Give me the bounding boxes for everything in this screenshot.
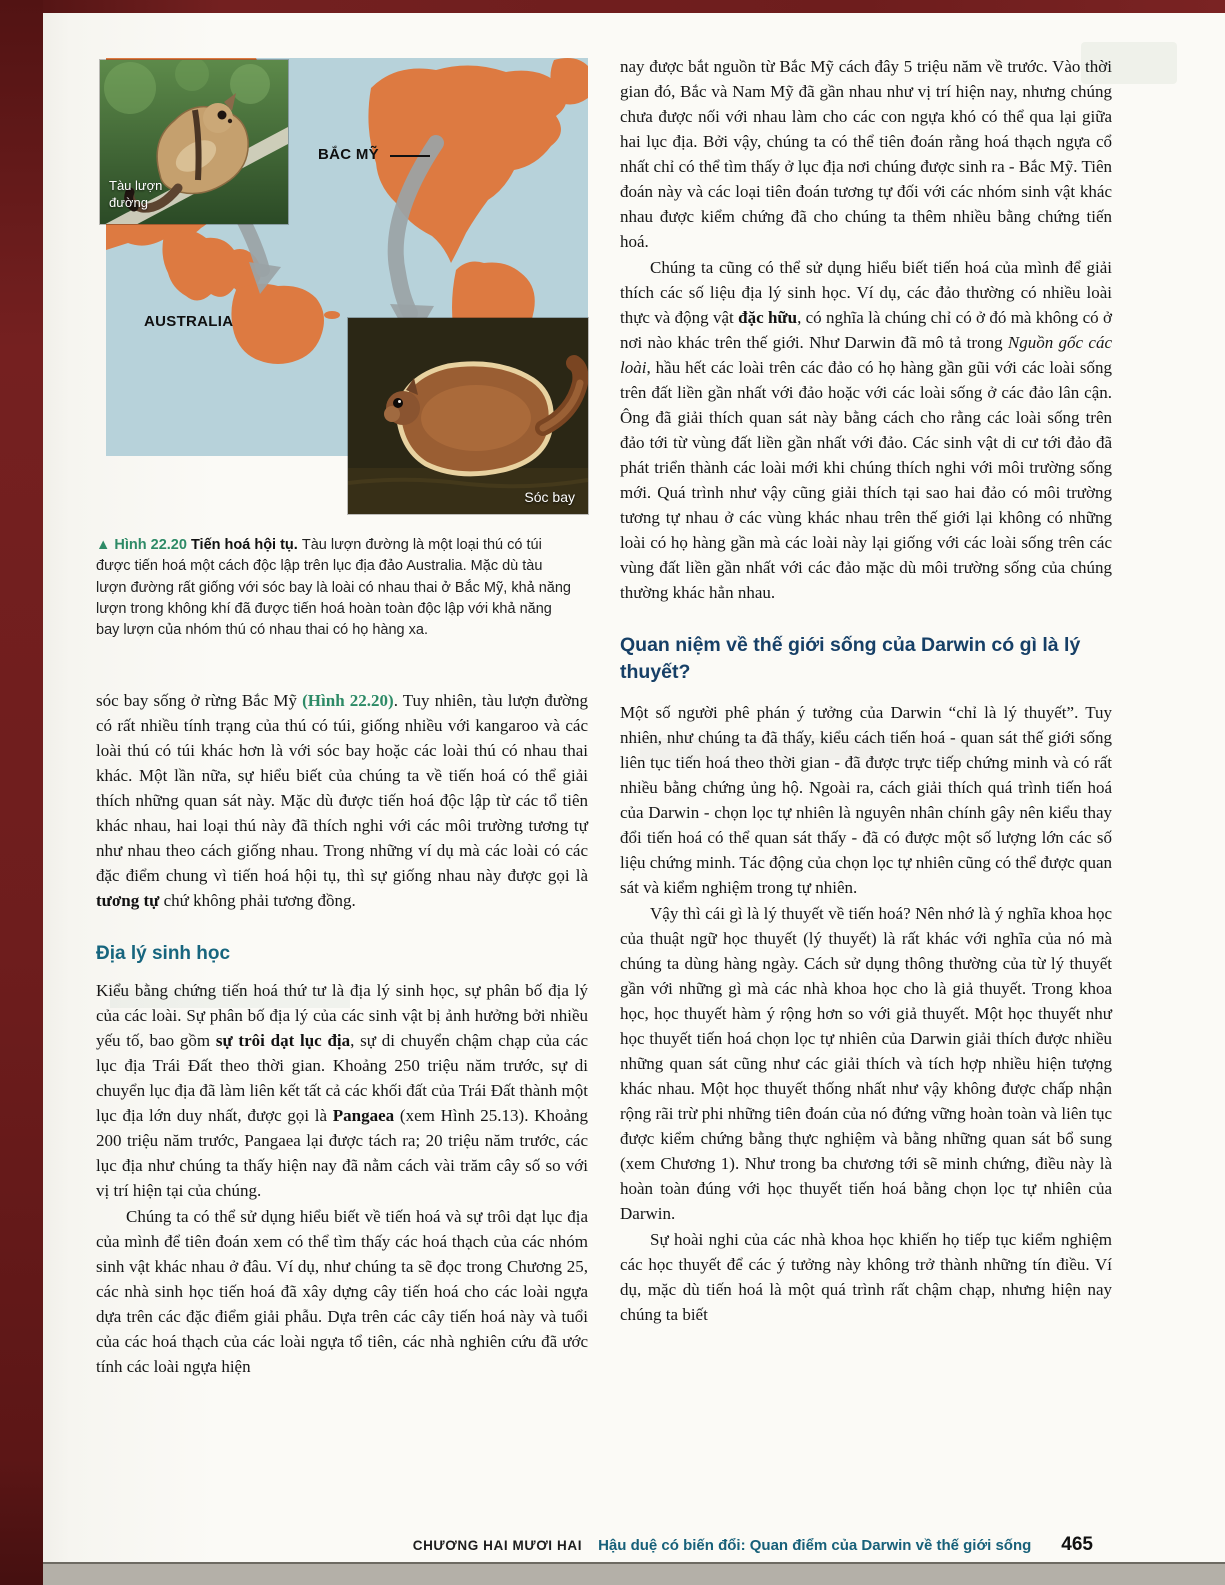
flying-squirrel-label: Sóc bay (524, 489, 575, 505)
scan-edge-bottom (43, 1562, 1225, 1585)
flying-squirrel-photo (348, 318, 588, 514)
paragraph-text: , sự di chuyển chậm chạp của các lục địa Trái Đất theo thời gian. Khoảng 250 triệu năm trước, sự di chuyển lục địa đã làm liên kết tất cả các khối đất của Trái Đất thành một lục địa lớn duy nhất, được gọi là (96, 1030, 589, 1125)
chapter-label: CHƯƠNG HAI MƯƠI HAI (412, 1537, 583, 1553)
flying-squirrel-illustration (348, 318, 588, 514)
indonesia-island (324, 311, 340, 319)
paragraph-text: Kiểu bằng chứng tiến hoá thứ tư là địa lý sinh học, sự phân bố địa lý của các loài. Sự phân bố địa lý của các sinh vật bị ảnh hưởng bởi nhiều yếu tố, bao gồm (96, 980, 588, 1050)
figure-title: Tiến hoá hội tụ. (186, 537, 302, 553)
scan-edge-top (0, 0, 1225, 13)
section-heading-dia-ly-sinh-hoc: Địa lý sinh học (96, 942, 231, 964)
page-number: 465 (1061, 1534, 1093, 1555)
paragraph-text: Chúng ta cũng có thể sử dụng hiểu biết tiến hoá của mình để giải thích các số liệu địa lý sinh học. Ví dụ, các đảo thường có nhiều loài thực và động vật (620, 258, 1112, 327)
figure-caption-text: Tàu lượn đường là một loại thú có túi được tiến hoá một cách độc lập trên lục địa đảo Australia. Mặc dù tàu lượn đường rất giống với sóc bay là loài có nhau thai ở Bắc Mỹ, khả năng lượn trong không khí đã được tiến hoá hoàn toàn độc lập với khả năng bay lượn của nhóm thú có nhau thai có họ hàng xa. (96, 537, 571, 639)
paragraph-text: , có nghĩa là chúng chỉ có ở đó mà không có ở nơi nào khác trên thế giới. Như Darwin đã mô tả trong (620, 308, 1112, 352)
paragraph-text: chứ không phải tương đồng. (159, 890, 356, 910)
scan-edge-left (0, 0, 43, 1585)
sugar-glider-photo (100, 60, 288, 224)
paragraph-text: sóc bay sống ở rừng Bắc Mỹ (96, 690, 303, 710)
body-paragraph: Chúng ta có thể sử dụng hiểu biết về tiến hoá và sự trôi dạt lục địa của mình để tiên đoán xem có thể tìm thấy các hoá thạch của các nhóm sinh vật khác nhau ở đâu. Ví dụ, như chúng ta sẽ đọc trong Chương 25, các nhà sinh học tiến hoá đã xây dựng cây tiến hoá cho các loài ngựa dựa trên các đặc điểm giải phẫu. Dựa trên các cây tiến hoá này và tuổi của các hoá thạch của các loài ngựa tổ tiên, các nhà nghiên cứu đã ước tính các loài ngựa hiện (96, 1206, 588, 1376)
figure-number: Hình 22.20 (114, 537, 187, 553)
keyword-bold: đặc hữu (738, 308, 798, 327)
caption-triangle-icon: ▲ (96, 537, 115, 553)
sugar-glider-label: Tàu lượn đường (109, 178, 163, 211)
left-column (96, 56, 588, 1379)
australia-landmass (231, 284, 324, 364)
body-paragraph: Một số người phê phán ý tưởng của Darwin “chỉ là lý thuyết”. Tuy nhiên, như chúng ta đã thấy, kiểu cách tiến hoá - quan sát thế giới sống liên tục tiến hoá theo thời gian - đã được trực tiếp chứng minh và có rất nhiều bằng chứng ủng hộ. Ngoài ra, cách giải thích quá trình tiến hoá của Darwin - chọn lọc tự nhiên là nguyên nhân chính gây nên kiểu thay đổi tiến hoá có thể quan sát thấy - đã có được một số lượng lớn các số liệu chứng minh. Tác động của chọn lọc tự nhiên cũng có thể được quan sát và kiểm nghiệm trong tự nhiên. (620, 702, 1112, 897)
body-paragraph: Sự hoài nghi của các nhà khoa học khiến họ tiếp tục kiểm nghiệm các học thuyết để các ý tưởng này không trở thành những tín điều. Ví dụ, mặc dù tiến hoá là một quá trình rất chậm chạp, nhưng hiện nay chúng ta biết (620, 1229, 1112, 1324)
keyword-bold: sự trôi dạt lục địa (215, 1030, 351, 1050)
north-america-pointer-line (390, 155, 430, 157)
paragraph-text: , hầu hết các loài trên các đảo có họ hàng gần gũi với các loài sống trên đất liền gần nhất với đảo hoặc với các loài sống ở các đảo lân cận. Ông đã giải thích quan sát này bằng cách cho rằng các loài sống trên đảo tới từ vùng đất liền gần nhất với đảo. Các sinh vật di cư tới đảo đã phát triển thành các loài mới khi chúng thích nghi với môi trường sống mới. Quá trình như vậy cũng giải thích tại sao hai đảo có môi trường tương tự nhau ở các vùng khác nhau trên thế giới lại không có những loài có họ hàng gần mà các loài này lại giống với các loài sống trên các vùng đất liền gần nhất với các đảo mặc dù môi trường sống của chúng thường khác hẳn nhau. (620, 358, 1112, 602)
north-america-label: BẮC MỸ (318, 146, 379, 163)
figure-caption (96, 535, 574, 642)
body-paragraph: Vậy thì cái gì là lý thuyết về tiến hoá? Nên nhớ là ý nghĩa khoa học của thuật ngữ học thuyết (lý thuyết) là rất khác với nghĩa của nó mà chúng ta dùng hàng ngày. Cách sử dụng thông thường của từ lý thuyết gần với những gì mà các nhà khoa học cho là giả thuyết. Trong khoa học, học thuyết hàm ý rộng hơn so với giả thuyết. Một học thuyết như học thuyết tiến hoá chọn lọc tự nhiên của Darwin giải thích được nhiều những quan sát cũng như các giải thích và tích hợp nhiều hiện tượng khác nhau. Một học thuyết thống nhất như vậy không được chấp nhận rộng rãi trừ phi những tiên đoán của nó đứng vững hoàn toàn và liên tục được kiểm chứng bằng thực nghiệm và bằng những quan sát bổ sung (xem Chương 1). Như trong ba chương tới sẽ minh chứng, điều này là hoàn toàn đúng với học thuyết tiến hoá bằng chọn lọc tự nhiên của Darwin. (620, 903, 1112, 1223)
body-paragraph (620, 255, 1112, 605)
paragraph-text: . Tuy nhiên, tàu lượn đường có rất nhiều tính trạng của thú có túi, giống nhiều với kangaroo và các loài thú có túi khác hơn là với sóc bay hoặc các loài thú có nhau thai khác. Một lần nữa, sự hiểu biết của chúng ta về tiến hoá có thể giải thích những quan sát này. Mặc dù được tiến hoá độc lập từ các tổ tiên khác nhau, hai loại thú này đã thích nghi với các môi trường tương tự như nhau theo cách giống nhau. Trong những ví dụ mà các loài có các đặc điểm chung vì tiến hoá hội tụ, thì sự giống nhau này được gọi là (96, 690, 588, 885)
section-heading-quan-niem: Quan niệm về thế giới sống của Darwin có gì là lý thuyết? (620, 634, 1081, 683)
right-column (620, 54, 1112, 1327)
page-footer (43, 1529, 1225, 1561)
paragraph-text: (xem Hình 25.13). Khoảng 200 triệu năm trước, Pangaea lại được tách ra; 20 triệu năm trước, các lục địa như chúng ta thấy hiện nay đã nằm cách vài trăm cây số so với vị trí hiện tại của chúng. (96, 1105, 588, 1200)
body-paragraph: nay được bắt nguồn từ Bắc Mỹ cách đây 5 triệu năm về trước. Vào thời gian đó, Bắc và Nam Mỹ đã gần nhau như vị trí hiện nay, nhưng chúng chưa được nối với nhau làm cho các con ngựa khó có thể qua lại giữa hai lục địa. Bởi vậy, chúng ta có thể tiên đoán rằng hoá thạch ngựa cổ nhất chỉ có thể tìm thấy ở lục địa nơi chúng được sinh ra - Bắc Mỹ. Tiên đoán này và các loại tiên đoán tương tự đối với các nhóm sinh vật khác nhau được kiểm chứng đã cho chúng ta thêm nhiều bằng chứng tiến hoá. (620, 57, 1112, 251)
chapter-title: Hậu duệ có biến đổi: Quan điểm của Darwin về thế giới sống (598, 1536, 1032, 1554)
figure-22-20 (96, 56, 588, 522)
body-paragraph (96, 688, 588, 913)
body-paragraph (96, 978, 588, 1203)
figure-reference: (Hình 22.20) (302, 690, 394, 710)
book-title-italic: Nguồn gốc các loài (620, 333, 1112, 377)
australia-label: AUSTRALIA (144, 313, 234, 330)
keyword-bold: tương tự (96, 890, 160, 910)
keyword-bold: Pangaea (332, 1105, 395, 1125)
